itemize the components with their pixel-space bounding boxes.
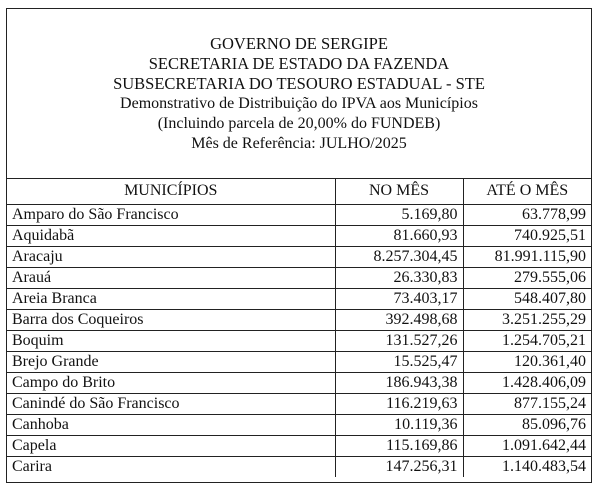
table-row <box>7 225 591 246</box>
table-row <box>7 309 591 330</box>
table-row <box>7 267 591 288</box>
table-body <box>7 204 591 477</box>
cell-ate-o-mes: 85.096,76 <box>463 414 591 435</box>
cell-municipio: Campo do Brito <box>7 372 335 393</box>
cell-municipio: Brejo Grande <box>7 351 335 372</box>
cell-no-mes: 131.527,26 <box>335 330 463 351</box>
cell-ate-o-mes: 1.428.406,09 <box>463 372 591 393</box>
cell-no-mes: 5.169,80 <box>335 204 463 225</box>
cell-ate-o-mes: 279.555,06 <box>463 267 591 288</box>
column-header-ate-o-mes: ATÉ O MÊS <box>463 179 591 204</box>
table-row <box>7 330 591 351</box>
cell-ate-o-mes: 740.925,51 <box>463 225 591 246</box>
cell-no-mes: 116.219,63 <box>335 393 463 414</box>
cell-no-mes: 186.943,38 <box>335 372 463 393</box>
cell-municipio: Canhoba <box>7 414 335 435</box>
table-row <box>7 372 591 393</box>
cell-no-mes: 115.169,86 <box>335 435 463 456</box>
table-row <box>7 393 591 414</box>
column-header-no-mes: NO MÊS <box>335 179 463 204</box>
table-row <box>7 414 591 435</box>
table-header-row <box>7 179 591 204</box>
header-report-title: Demonstrativo de Distribuição do IPVA aos Municípios <box>120 95 478 112</box>
cell-municipio: Aracaju <box>7 246 335 267</box>
table-row <box>7 246 591 267</box>
cell-no-mes: 147.256,31 <box>335 456 463 477</box>
report-header <box>7 9 591 179</box>
cell-ate-o-mes: 120.361,40 <box>463 351 591 372</box>
cell-ate-o-mes: 1.091.642,44 <box>463 435 591 456</box>
cell-municipio: Areia Branca <box>7 288 335 309</box>
cell-ate-o-mes: 548.407,80 <box>463 288 591 309</box>
cell-municipio: Boquim <box>7 330 335 351</box>
table-row <box>7 204 591 225</box>
header-fundeb-note: (Incluindo parcela de 20,00% do FUNDEB) <box>157 115 441 132</box>
cell-ate-o-mes: 81.991.115,90 <box>463 246 591 267</box>
cell-ate-o-mes: 1.140.483,54 <box>463 456 591 477</box>
cell-no-mes: 392.498,68 <box>335 309 463 330</box>
cell-municipio: Aquidabã <box>7 225 335 246</box>
column-header-municipios: MUNICÍPIOS <box>7 179 335 204</box>
report-frame <box>6 8 592 483</box>
cell-municipio: Capela <box>7 435 335 456</box>
cell-ate-o-mes: 877.155,24 <box>463 393 591 414</box>
header-secretariat: SECRETARIA DE ESTADO DA FAZENDA <box>148 54 450 73</box>
cell-no-mes: 8.257.304,45 <box>335 246 463 267</box>
cell-no-mes: 73.403,17 <box>335 288 463 309</box>
header-reference-month: Mês de Referência: JULHO/2025 <box>191 135 407 152</box>
cell-no-mes: 10.119,36 <box>335 414 463 435</box>
cell-no-mes: 81.660,93 <box>335 225 463 246</box>
cell-ate-o-mes: 1.254.705,21 <box>463 330 591 351</box>
cell-no-mes: 15.525,47 <box>335 351 463 372</box>
cell-ate-o-mes: 3.251.255,29 <box>463 309 591 330</box>
table-row <box>7 435 591 456</box>
table-row <box>7 351 591 372</box>
cell-ate-o-mes: 63.778,99 <box>463 204 591 225</box>
header-subsecretariat: SUBSECRETARIA DO TESOURO ESTADUAL - STE <box>113 74 485 93</box>
cell-no-mes: 26.330,83 <box>335 267 463 288</box>
table-row <box>7 288 591 309</box>
cell-municipio: Carira <box>7 456 335 477</box>
cell-municipio: Canindé do São Francisco <box>7 393 335 414</box>
cell-municipio: Amparo do São Francisco <box>7 204 335 225</box>
distribution-table <box>7 179 591 477</box>
cell-municipio: Arauá <box>7 267 335 288</box>
cell-municipio: Barra dos Coqueiros <box>7 309 335 330</box>
header-government: GOVERNO DE SERGIPE <box>210 34 388 53</box>
table-row <box>7 456 591 477</box>
